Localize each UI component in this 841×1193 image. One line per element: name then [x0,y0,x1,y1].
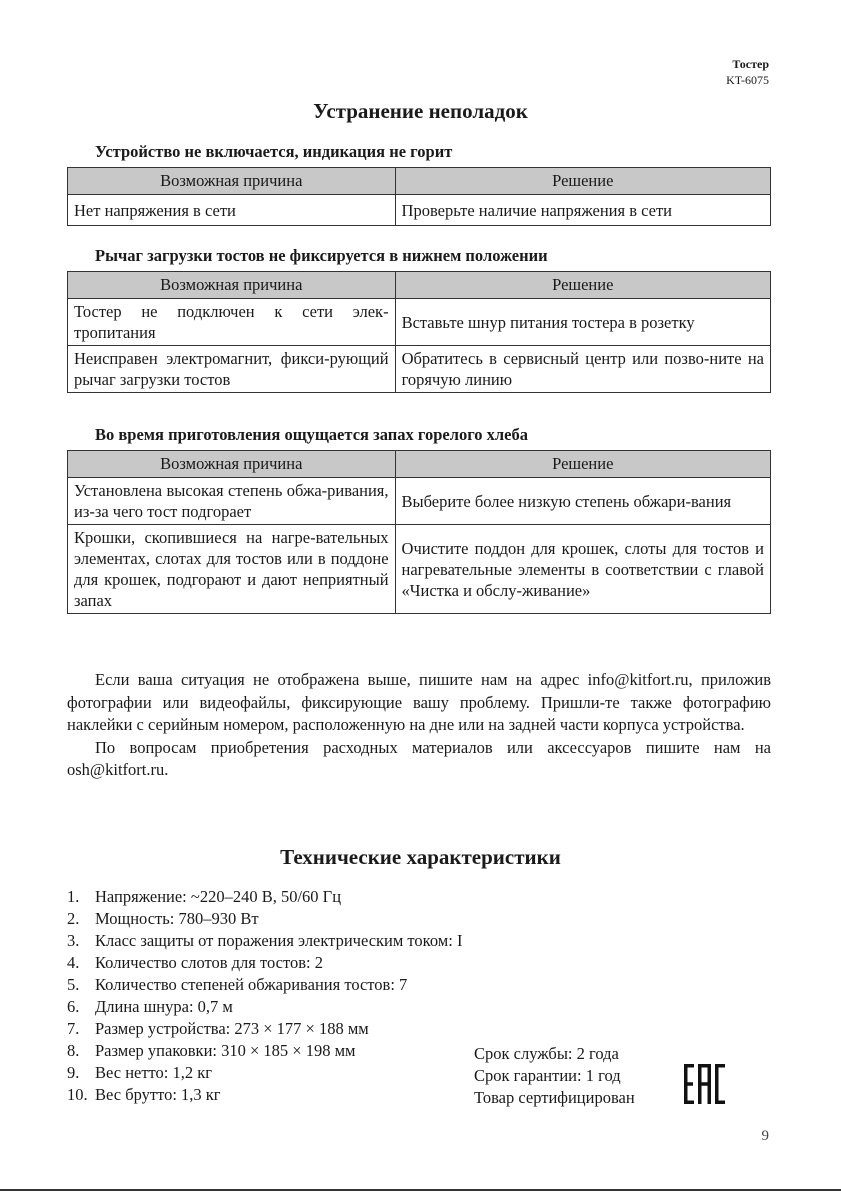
table-row [68,299,771,346]
troubleshooting-title: Устранение неполадок [313,99,528,123]
column-header-cause: Возможная причина [68,272,396,299]
page-number: 9 [761,1128,769,1144]
supplies-paragraph: По вопросам приобретения расходных материалов или аксессуаров пишите нам на osh@kitfort.ru. [67,737,771,779]
column-header-solution: Решение [395,272,770,299]
warranty-period: Срок гарантии: 1 год [474,1066,621,1085]
troubleshooting-table-1 [67,167,771,226]
section-1-title: Устройство не включается, индикация не горит [95,142,453,161]
section-2-title: Рычаг загрузки тостов не фиксируется в нижнем положении [95,246,548,265]
list-item: 5. Количество степеней обжаривания тостов: 7 [67,975,408,994]
solution-cell: Выберите более низкую степень обжари-вания [395,478,770,525]
eac-certification-icon [683,1064,725,1104]
column-header-cause: Возможная причина [68,168,396,195]
contact-paragraphs [67,669,771,782]
specs-list [67,886,462,1106]
header-product: Тостер [732,57,769,71]
solution-cell: Вставьте шнур питания тостера в розетку [395,299,770,346]
document-header [726,56,769,88]
contact-paragraph: Если ваша ситуация не отображена выше, пишите нам на адрес info@kitfort.ru, приложив фотографии или видеофайлы, фиксирующие вашу проблему. Пришли-те также фотографию наклейки с серийным номером, расположенную на дне или на задней части корпуса устройства. [67,670,771,734]
table-row [68,346,771,393]
certified-label: Товар сертифицирован [474,1088,635,1107]
list-item: 1. Напряжение: ~220–240 В, 50/60 Гц [67,887,342,906]
solution-cell: Обратитесь в сервисный центр или позво-ните на горячую линию [395,346,770,393]
solution-cell: Проверьте наличие напряжения в сети [395,195,770,226]
table-row [68,478,771,525]
cause-cell: Неисправен электромагнит, фикси-рующий рычаг загрузки тостов [68,346,396,393]
cause-cell: Крошки, скопившиеся на нагре-вательных элементах, слотах для тостов или в поддоне для крошек, подгорают и дают неприятный запах [68,525,396,614]
cause-cell: Нет напряжения в сети [68,195,396,226]
specs-title: Технические характеристики [280,845,561,869]
service-life: Срок службы: 2 года [474,1044,619,1063]
solution-cell: Очистите поддон для крошек, слоты для тостов и нагревательные элементы в соответствии с главой «Чистка и обслу-живание» [395,525,770,614]
troubleshooting-table-2 [67,271,771,393]
list-item: 10. Вес брутто: 1,3 кг [67,1085,221,1104]
header-model: KT-6075 [726,73,769,87]
table-row [68,195,771,226]
column-header-cause: Возможная причина [68,451,396,478]
cause-cell: Установлена высокая степень обжа-ривания, из-за чего тост подгорает [68,478,396,525]
table-row [68,525,771,614]
column-header-solution: Решение [395,451,770,478]
list-item: 6. Длина шнура: 0,7 м [67,997,233,1016]
column-header-solution: Решение [395,168,770,195]
list-item: 3. Класс защиты от поражения электрическим током: I [67,931,463,950]
list-item: 2. Мощность: 780–930 Вт [67,909,259,928]
cause-cell: Тостер не подключен к сети элек-тропитания [68,299,396,346]
warranty-info [474,1043,635,1109]
list-item: 9. Вес нетто: 1,2 кг [67,1063,213,1082]
bottom-rule [0,1189,841,1191]
list-item: 8. Размер упаковки: 310 × 185 × 198 мм [67,1041,356,1060]
section-3-title: Во время приготовления ощущается запах горелого хлеба [95,425,528,444]
list-item: 7. Размер устройства: 273 × 177 × 188 мм [67,1019,369,1038]
troubleshooting-table-3 [67,450,771,614]
list-item: 4. Количество слотов для тостов: 2 [67,953,323,972]
